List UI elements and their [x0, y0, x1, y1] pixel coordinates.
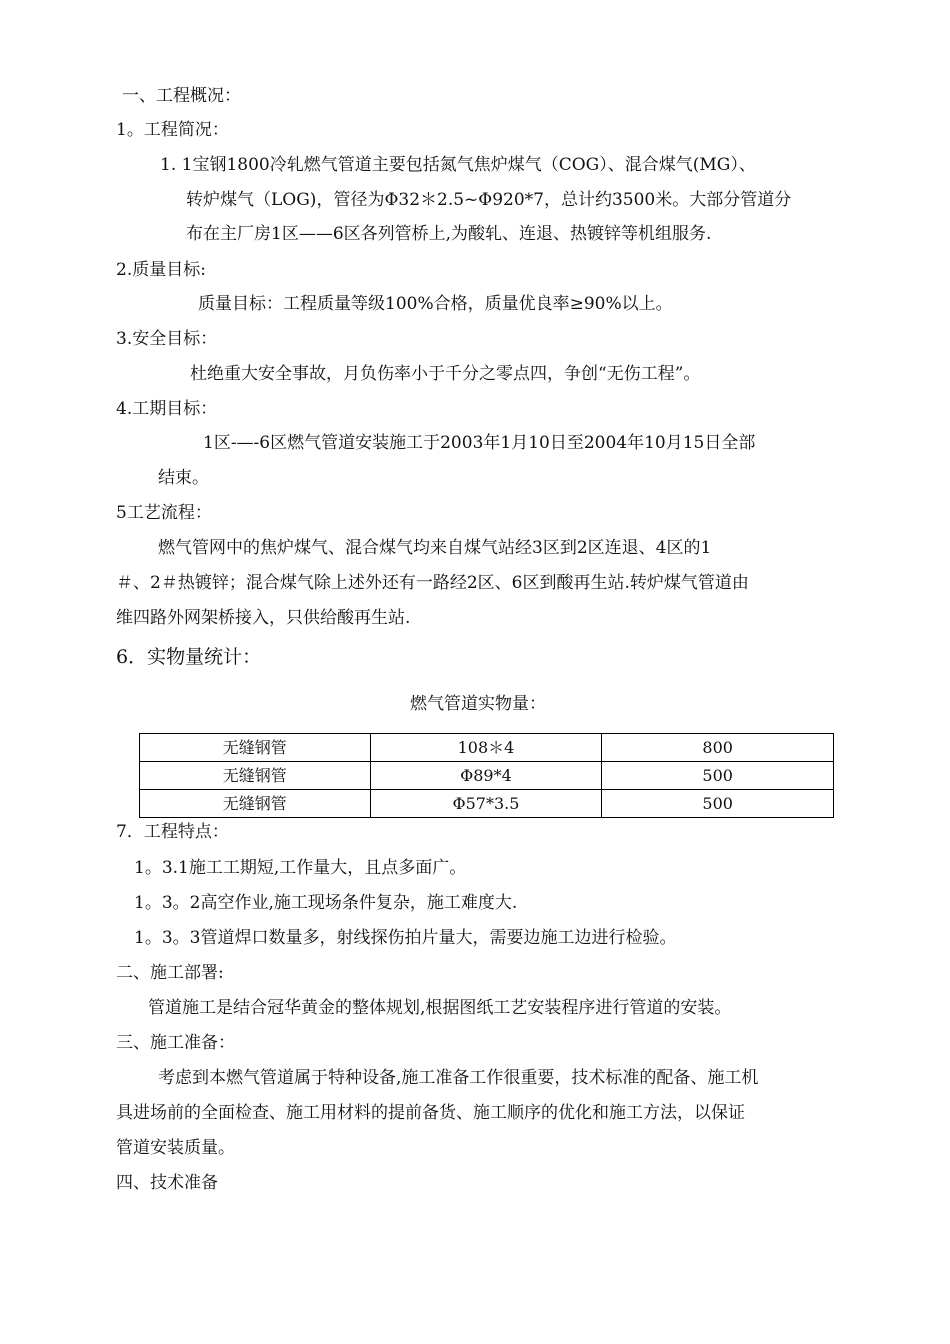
subsection-1-1-heading: 1。工程简况： — [116, 120, 229, 140]
subsection-schedule-heading: 4.工期目标： — [116, 399, 218, 419]
paragraph-line: 具进场前的全面检查、施工用材料的提前备货、施工顺序的优化和施工方法，以保证 — [116, 1103, 745, 1123]
subsection-safety-heading: 3.安全目标： — [116, 329, 218, 349]
paragraph-line: 布在主厂房1区——6区各列管桥上,为酸轧、连退、热镀锌等机组服务. — [186, 224, 712, 244]
subsection-process-heading: 5工艺流程： — [116, 503, 212, 523]
paragraph-line: 1. 1宝钢1800冷轧燃气管道主要包括氮气焦炉煤气（COG）、混合煤气(MG）、 — [160, 155, 756, 175]
list-item: 1。3.1施工工期短,工作量大，且点多面广。 — [134, 858, 467, 878]
paragraph-line: 管道施工是结合冠华黄金的整体规划,根据图纸工艺安装程序进行管道的安装。 — [148, 998, 732, 1018]
paragraph-line: 考虑到本燃气管道属于特种设备,施工准备工作很重要，技术标准的配备、施工机 — [158, 1068, 759, 1088]
paragraph-line: 杜绝重大安全事故，月负伤率小于千分之零点四，争创“无伤工程”。 — [190, 364, 701, 384]
table-cell: Φ57*3.5 — [370, 790, 602, 818]
section-3-heading: 三、施工准备： — [116, 1033, 235, 1053]
table-cell: 无缝钢管 — [140, 790, 371, 818]
table-cell: Φ89*4 — [370, 762, 602, 790]
list-item: 1。3。3管道焊口数量多，射线探伤拍片量大，需要边施工边进行检验。 — [134, 928, 677, 948]
list-item: 1。3。2高空作业,施工现场条件复杂，施工难度大. — [134, 893, 518, 913]
section-4-heading: 四、技术准备 — [116, 1173, 218, 1193]
paragraph-line: 质量目标：工程质量等级100%合格，质量优良率≥90%以上。 — [198, 294, 673, 314]
subsection-features-heading: 7．工程特点： — [116, 822, 229, 842]
table-cell: 无缝钢管 — [140, 734, 371, 762]
paragraph-line: 转炉煤气（LOG)，管径为Φ32＊2.5~Φ920*7，总计约3500米。大部分管道分 — [186, 190, 792, 210]
table-cell: 108＊4 — [370, 734, 602, 762]
table-caption: 燃气管道实物量： — [410, 694, 546, 714]
subsection-quality-heading: 2.质量目标: — [116, 260, 206, 280]
table-row — [140, 762, 834, 790]
paragraph-line: 结束。 — [158, 468, 209, 488]
table-cell: 800 — [602, 734, 834, 762]
quantity-table — [139, 733, 834, 818]
paragraph-line: ＃、2＃热镀锌；混合煤气除上述外还有一路经2区、6区到酸再生站.转炉煤气管道由 — [116, 573, 749, 593]
section-2-heading: 二、施工部署: — [116, 963, 224, 983]
table-row — [140, 790, 834, 818]
table-cell: 500 — [602, 790, 834, 818]
paragraph-line: 燃气管网中的焦炉煤气、混合煤气均来自煤气站经3区到2区连退、4区的1 — [158, 538, 712, 558]
paragraph-line: 维四路外网架桥接入，只供给酸再生站. — [116, 608, 411, 628]
table-cell: 500 — [602, 762, 834, 790]
paragraph-line: 管道安装质量。 — [116, 1138, 235, 1158]
table-row — [140, 734, 834, 762]
section-1-heading: 一、工程概况： — [122, 86, 241, 106]
table-cell: 无缝钢管 — [140, 762, 371, 790]
paragraph-line: 1区-—-6区燃气管道安装施工于2003年1月10日至2004年10月15日全部 — [203, 433, 756, 453]
subsection-quantity-heading: 6．实物量统计： — [116, 646, 262, 668]
